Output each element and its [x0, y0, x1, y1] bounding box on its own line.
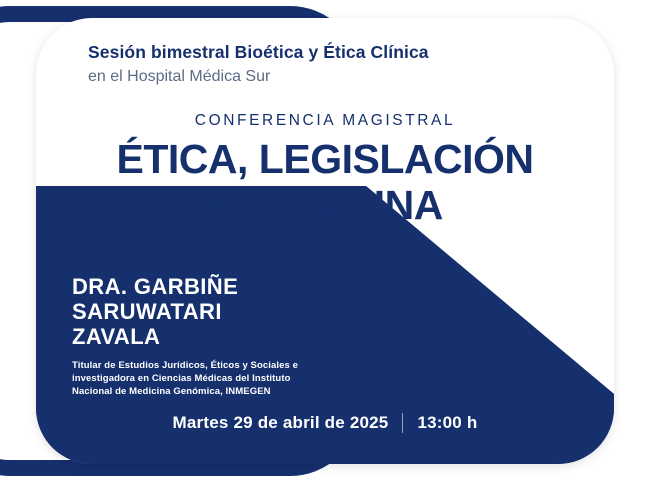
speaker-name-line1: DRA. GARBIÑE [72, 274, 239, 299]
date-time-bar [139, 400, 511, 446]
speaker-name-line3: ZAVALA [72, 324, 161, 349]
page-title-line1: ÉTICA, LEGISLACIÓN [116, 136, 534, 182]
speaker-role-line3: Nacional de Medicina Genómica, INMEGEN [72, 386, 271, 397]
speaker-role-line1: Titular de Estudios Jurídicos, Éticos y Sociales e [72, 360, 299, 371]
session-title-line2: en el Hospital Médica Sur [88, 68, 271, 85]
event-time: 13:00 h [417, 413, 478, 432]
poster-card [36, 18, 614, 464]
page-title-line2: Y MEDICINA [207, 182, 443, 228]
speaker-name-line2: SARUWATARI [72, 299, 222, 324]
session-title-line1: Sesión bimestral Bioética y Ética Clínica [88, 42, 429, 62]
page-title [36, 136, 614, 274]
session-header [88, 42, 588, 86]
divider [402, 413, 403, 433]
event-date: Martes 29 de abril de 2025 [172, 413, 389, 432]
event-kicker: CONFERENCIA MAGISTRAL [194, 112, 456, 129]
speaker-role [72, 359, 332, 398]
page-title-line3: GENÓMICA [214, 228, 436, 274]
speaker-block [72, 274, 372, 398]
speaker-name [72, 274, 372, 349]
speaker-role-line2: investigadora en Ciencias Médicas del Instituto [72, 373, 291, 384]
poster-content [36, 18, 614, 464]
